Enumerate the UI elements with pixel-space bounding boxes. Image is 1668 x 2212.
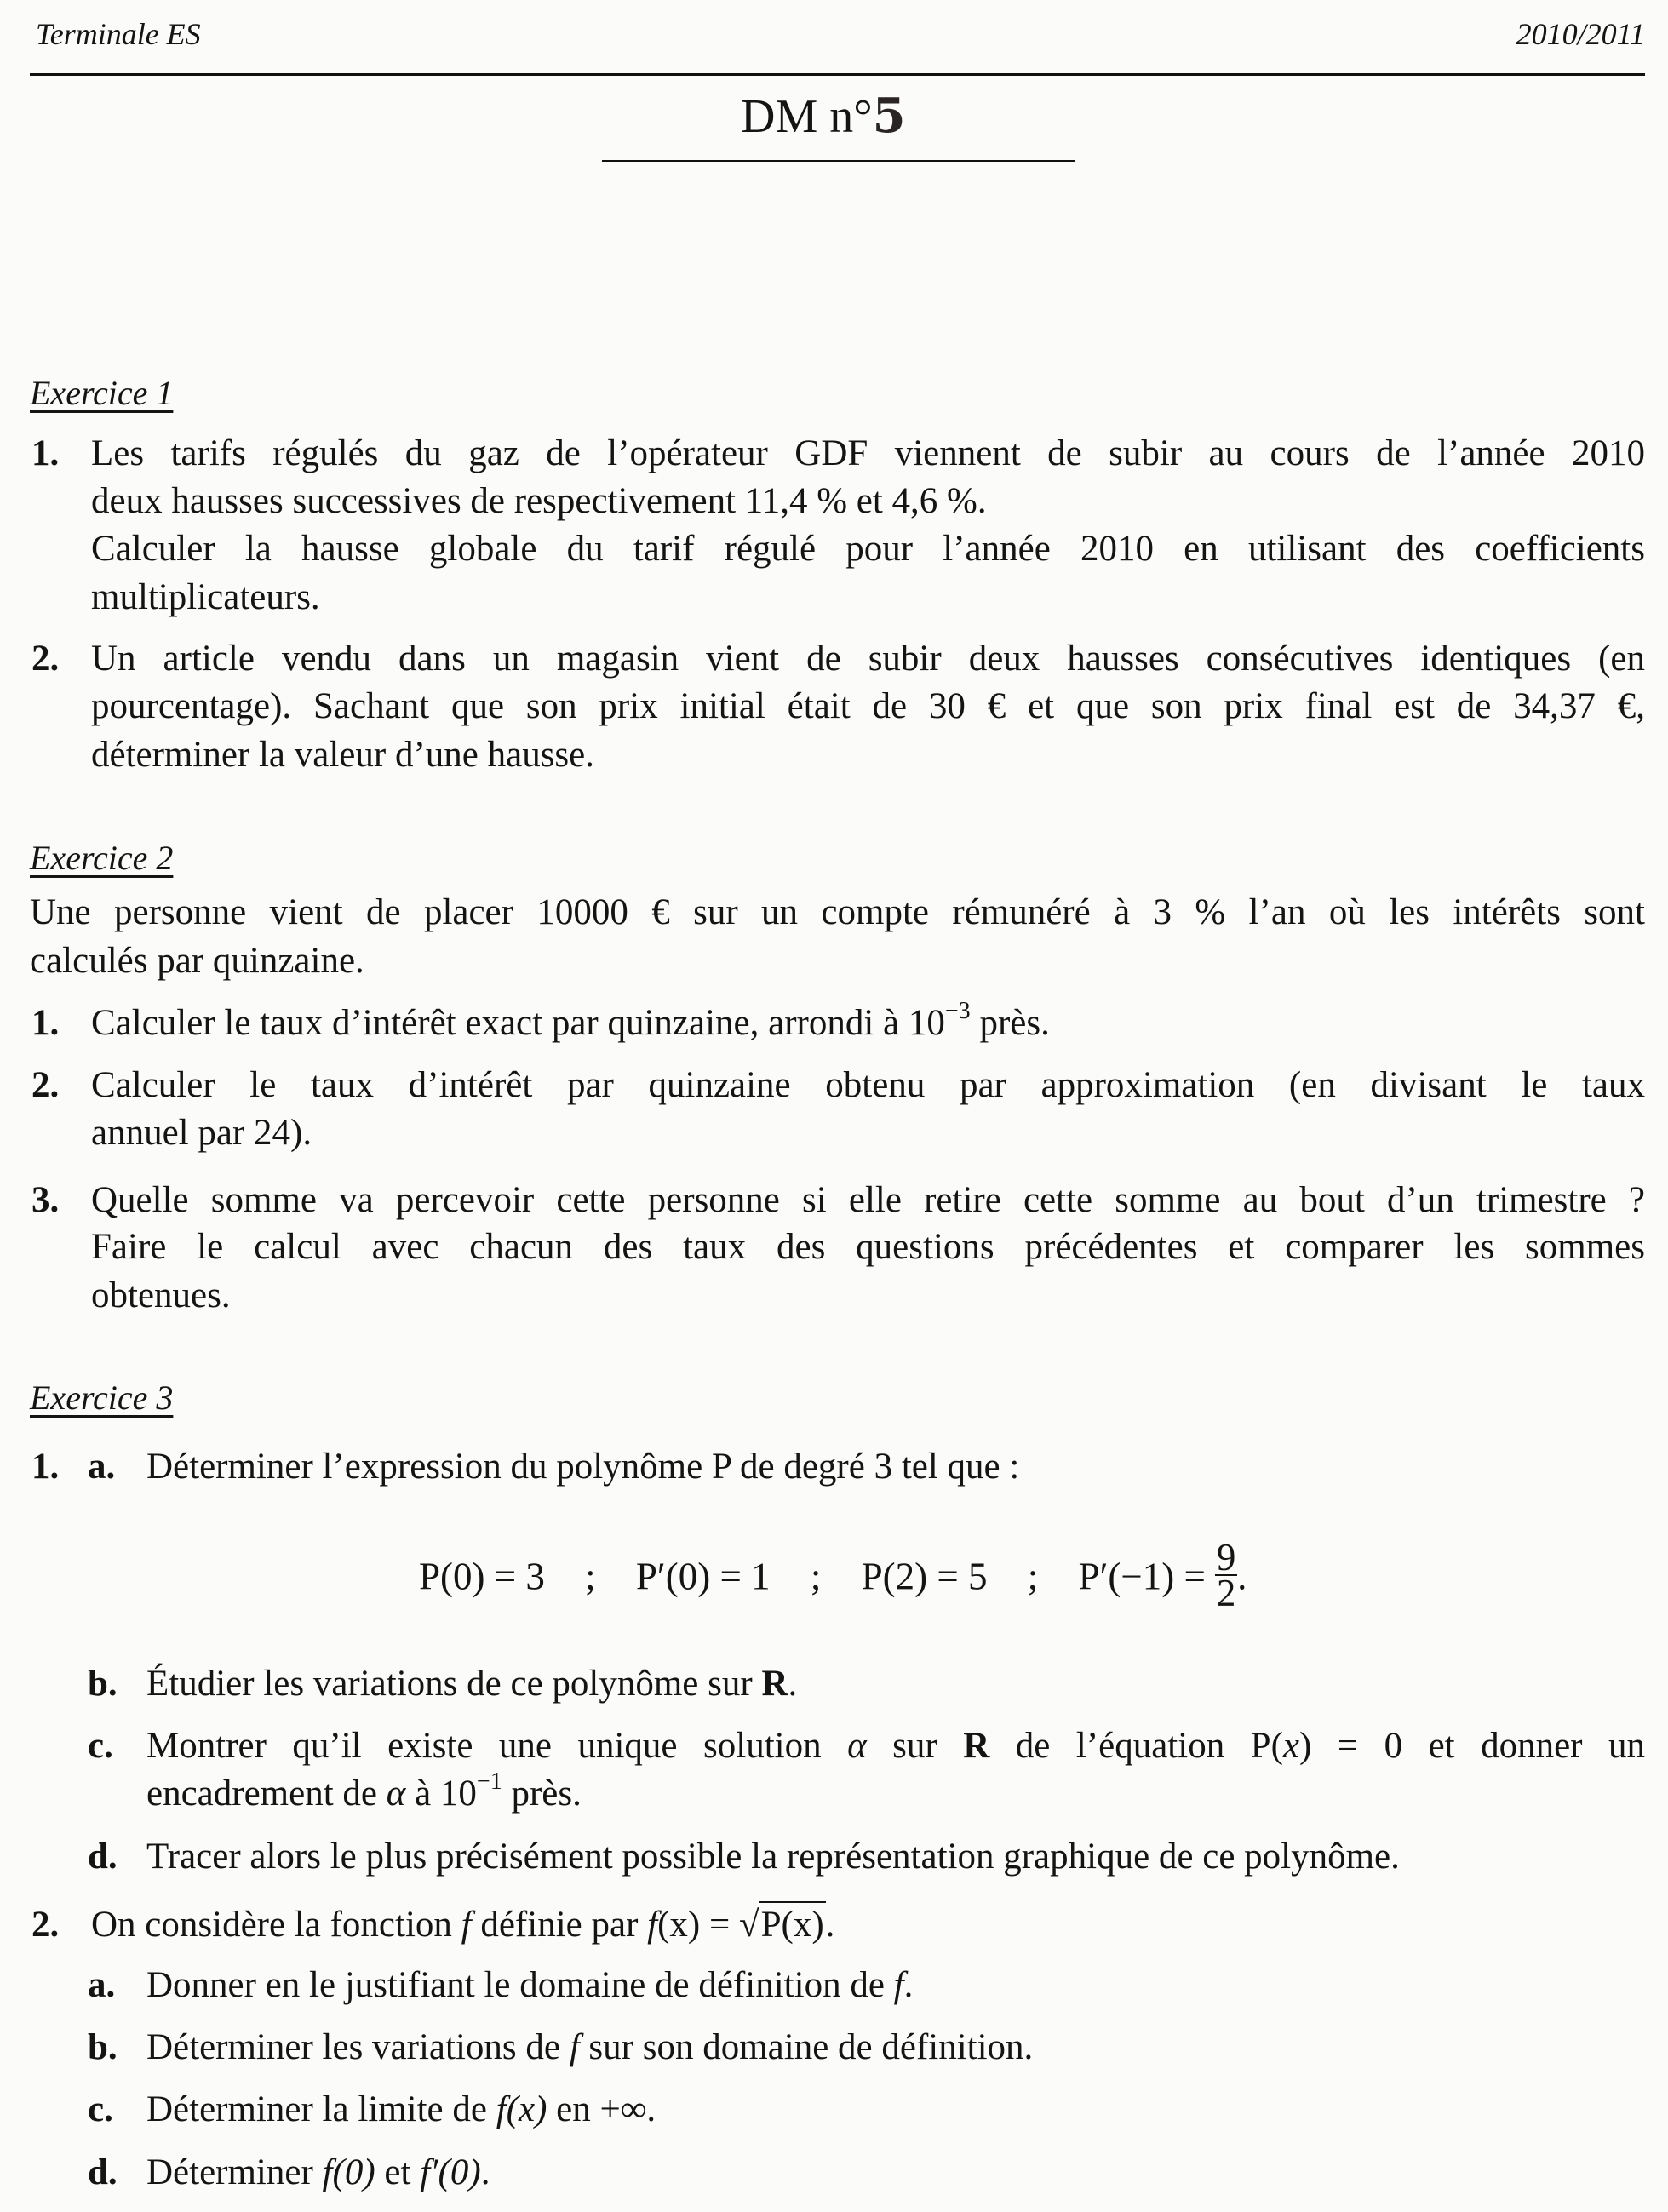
ex3-1b-label: b. [88, 1664, 118, 1704]
ex3-conditions-formula [419, 1536, 1247, 1615]
text: à 10 [405, 1774, 477, 1814]
ex1-item-2-label: 2. [32, 639, 60, 679]
ex3-2b-label: b. [88, 2027, 118, 2067]
ex3-2d-text [146, 2154, 490, 2192]
ex3-1a-label: a. [88, 1447, 116, 1487]
ex2-item-1-text-end: près. [970, 1003, 1050, 1043]
ex2-item-1-exponent: −3 [944, 997, 971, 1024]
f-symbol: f [647, 1905, 658, 1945]
ex3-2b-text [146, 2029, 1033, 2066]
ex1-item-2-line: Un article vendu dans un magasin vient de subir deux hausses consécutives identiques (en [91, 639, 1645, 679]
text: près. [502, 1774, 582, 1814]
text: définie par [471, 1905, 648, 1945]
f-symbol: f [569, 2027, 580, 2067]
ex3-2d-label: d. [88, 2152, 118, 2192]
header-school-year: 2010/2011 [1516, 17, 1645, 51]
ex2-item-3-line: Faire le calcul avec chacun des taux des questions précédentes et comparer les sommes [91, 1227, 1645, 1267]
exercise-1-heading: Exercice 1 [30, 374, 174, 412]
fraction-denominator: 2 [1216, 1572, 1236, 1614]
page-title [741, 88, 906, 144]
ex3-2c-label: c. [88, 2089, 113, 2129]
ex2-item-2-line: annuel par 24). [91, 1113, 312, 1153]
radicand: P(x) [759, 1901, 826, 1945]
ex1-item-1-line: Les tarifs régulés du gaz de l’opérateur GDF viennent de subir au cours de l’année 2010 [91, 433, 1645, 473]
text: . [825, 1905, 835, 1945]
alpha-symbol: α [847, 1726, 867, 1766]
ex1-item-1-line: multiplicateurs. [91, 577, 320, 617]
ex3-part-2-label: 2. [32, 1905, 60, 1945]
text: . [480, 2152, 490, 2192]
text: . [903, 1965, 914, 2005]
ex1-item-1-line: Calculer la hausse globale du tarif régulé pour l’année 2010 en utilisant des coefficients [91, 529, 1645, 569]
x-variable: x [1282, 1726, 1300, 1766]
condition-p0: P(0) = 3 [419, 1555, 545, 1598]
separator: ; [585, 1555, 596, 1598]
ex2-item-3-label: 3. [32, 1180, 60, 1220]
fprime0-expression: f′(0) [420, 2152, 481, 2192]
f0-expression: f(0) [322, 2152, 375, 2192]
condition-dpm1: P′(−1) = [1078, 1555, 1206, 1598]
text: et [375, 2152, 421, 2192]
ex3-1b-text [146, 1665, 797, 1703]
text: On considère la fonction [91, 1905, 461, 1945]
ex3-1a-text: Déterminer l’expression du polynôme P de degré 3 tel que : [146, 1447, 1020, 1487]
text: Déterminer la limite de [146, 2089, 496, 2129]
ex2-intro-line: Une personne vient de placer 10000 € sur un compte rémunéré à 3 % l’an où les intérêts sont [30, 892, 1645, 932]
ex3-part-2-text [91, 1906, 834, 1944]
text: de l’équation P( [989, 1726, 1283, 1766]
condition-p2: P(2) = 5 [861, 1555, 988, 1598]
ex3-1d-label: d. [88, 1837, 118, 1877]
ex3-part-1-label: 1. [32, 1447, 60, 1487]
ex3-2a-label: a. [88, 1965, 116, 2005]
fraction-numerator: 9 [1216, 1536, 1236, 1579]
alpha-symbol: α [386, 1774, 406, 1814]
title-number: 5 [872, 88, 906, 144]
ex2-item-2-line: Calculer le taux d’intérêt par quinzaine obtenu par approximation (en divisant le taux [91, 1065, 1645, 1105]
fx-expression: f(x) [496, 2089, 547, 2129]
text: Donner en le justifiant le domaine de définition de [146, 1965, 894, 2005]
ex3-2a-text [146, 1967, 913, 2004]
title-underline [602, 160, 1075, 162]
text: Déterminer les variations de [146, 2027, 570, 2067]
text: sur [866, 1726, 964, 1766]
ex3-1c-label: c. [88, 1726, 113, 1766]
f-symbol: f [893, 1965, 904, 2005]
ex2-item-3-line: obtenues. [91, 1275, 231, 1315]
exponent: −1 [476, 1768, 502, 1795]
header-class-label: Terminale ES [36, 17, 201, 51]
ex1-item-2-line: pourcentage). Sachant que son prix initial était de 30 € et que son prix final est de 34,37 €, [91, 686, 1645, 726]
exercise-2-heading: Exercice 2 [30, 839, 174, 877]
ex3-1c-line [146, 1728, 1645, 1765]
ex1-item-1-label: 1. [32, 433, 60, 473]
ex2-item-3-line: Quelle somme va percevoir cette personne si elle retire cette somme au bout d’un trimestre ? [91, 1180, 1645, 1220]
fraction-nine-halves [1215, 1536, 1237, 1614]
radical-sign: √ [738, 1905, 759, 1945]
square-root [739, 1906, 826, 1944]
text: (x) = [657, 1905, 739, 1945]
ex1-item-1-line: deux hausses successives de respectivement 11,4 % et 4,6 %. [91, 481, 987, 521]
ex2-item-1-line [91, 997, 1050, 1043]
condition-dp0: P′(0) = 1 [635, 1555, 771, 1598]
ex3-2c-text [146, 2091, 656, 2129]
reals-symbol: R [963, 1726, 990, 1766]
ex2-item-1-text: Calculer le taux d’intérêt exact par quinzaine, arrondi à 10 [91, 1003, 945, 1043]
text: ) = 0 et donner un [1299, 1726, 1645, 1766]
text: en +∞. [547, 2089, 656, 2129]
ex3-1b-text-end: . [788, 1664, 798, 1704]
text: Déterminer [146, 2152, 323, 2192]
text: sur son domaine de définition. [579, 2027, 1034, 2067]
formula-end: . [1237, 1555, 1247, 1598]
reals-symbol: R [761, 1664, 788, 1704]
ex2-intro-line: calculés par quinzaine. [30, 941, 364, 981]
ex2-item-2-label: 2. [32, 1065, 60, 1105]
text: Montrer qu’il existe une unique solution [146, 1726, 848, 1766]
exercise-3-heading: Exercice 3 [30, 1378, 174, 1417]
ex3-1d-text: Tracer alors le plus précisément possible la représentation graphique de ce polynôme. [146, 1837, 1400, 1877]
header-divider [30, 73, 1645, 76]
f-symbol: f [461, 1905, 472, 1945]
ex2-item-1-label: 1. [32, 1003, 60, 1043]
ex3-1b-text-start: Étudier les variations de ce polynôme sur [146, 1664, 762, 1704]
ex3-1c-line [146, 1768, 582, 1814]
separator: ; [810, 1555, 822, 1598]
ex1-item-2-line: déterminer la valeur d’une hausse. [91, 735, 594, 775]
text: encadrement de [146, 1774, 387, 1814]
title-prefix: DM n° [741, 90, 873, 143]
separator: ; [1027, 1555, 1039, 1598]
